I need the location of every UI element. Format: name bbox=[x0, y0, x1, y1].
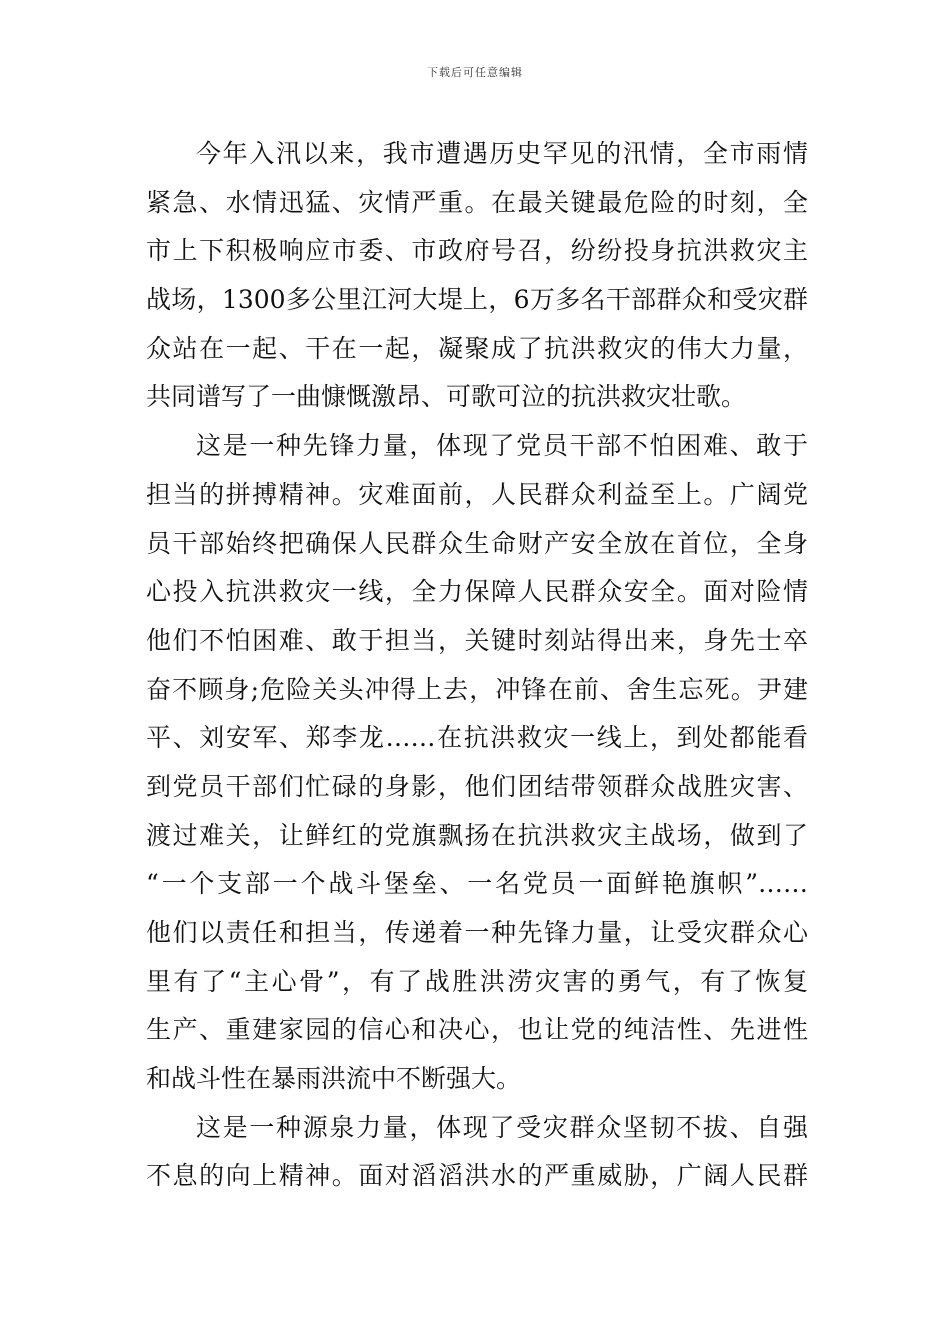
text-line: “一个支部一个战斗堡垒、一名党员一面鲜艳旗帜”…… bbox=[146, 869, 808, 899]
text-line: 平、刘安军、郑李龙……在抗洪救灾一线上，到处都能看 bbox=[146, 723, 808, 753]
text-line: 紧急、水情迅猛、灾情严重。在最关键最危险的时刻，全 bbox=[146, 187, 808, 217]
text-line: 和战斗性在暴雨洪流中不断强大。 bbox=[146, 1064, 522, 1094]
text-line: 生产、重建家园的信心和决心，也让党的纯洁性、先进性 bbox=[146, 1015, 808, 1045]
text-line: 市上下积极响应市委、市政府号召，纷纷投身抗洪救灾主 bbox=[146, 236, 808, 266]
text-line: 不息的向上精神。面对滔滔洪水的严重威胁，广阔人民群 bbox=[146, 1161, 808, 1191]
text-line: 里有了“主心骨”，有了战胜洪涝灾害的勇气，有了恢复 bbox=[146, 966, 808, 996]
body-text bbox=[146, 130, 808, 1201]
text-line: 渡过难关，让鲜红的党旗飘扬在抗洪救灾主战场，做到了 bbox=[146, 820, 808, 850]
header-note: 下载后可任意编辑 bbox=[427, 66, 523, 79]
text-line: 他们不怕困难、敢于担当，关键时刻站得出来，身先士卒 bbox=[146, 625, 808, 655]
text-line: 今年入汛以来，我市遭遇历史罕见的汛情，全市雨情 bbox=[196, 139, 808, 168]
text-line: 员干部始终把确保人民群众生命财产安全放在首位，全身 bbox=[146, 528, 808, 558]
text-line: 奋不顾身;危险关头冲得上去，冲锋在前、舍生忘死。尹建 bbox=[146, 674, 808, 704]
text-line: 这是一种先锋力量，体现了党员干部不怕困难、敢于 bbox=[196, 431, 808, 461]
text-line: 他们以责任和担当，传递着一种先锋力量，让受灾群众心 bbox=[146, 918, 808, 947]
text-line: 战场，1300多公里江河大堤上，6万多名干部群众和受灾群 bbox=[146, 285, 808, 315]
text-line: 到党员干部们忙碌的身影，他们团结带领群众战胜灾害、 bbox=[146, 771, 808, 801]
text-line: 众站在一起、干在一起，凝聚成了抗洪救灾的伟大力量， bbox=[146, 333, 808, 363]
text-line: 担当的拼搏精神。灾难面前，人民群众利益至上。广阔党 bbox=[146, 479, 808, 509]
text-line: 心投入抗洪救灾一线，全力保障人民群众安全。面对险情 bbox=[146, 577, 808, 607]
text-line: 这是一种源泉力量，体现了受灾群众坚韧不拔、自强 bbox=[196, 1112, 808, 1142]
text-line: 共同谱写了一曲慷慨激昂、可歌可泣的抗洪救灾壮歌。 bbox=[146, 382, 747, 412]
